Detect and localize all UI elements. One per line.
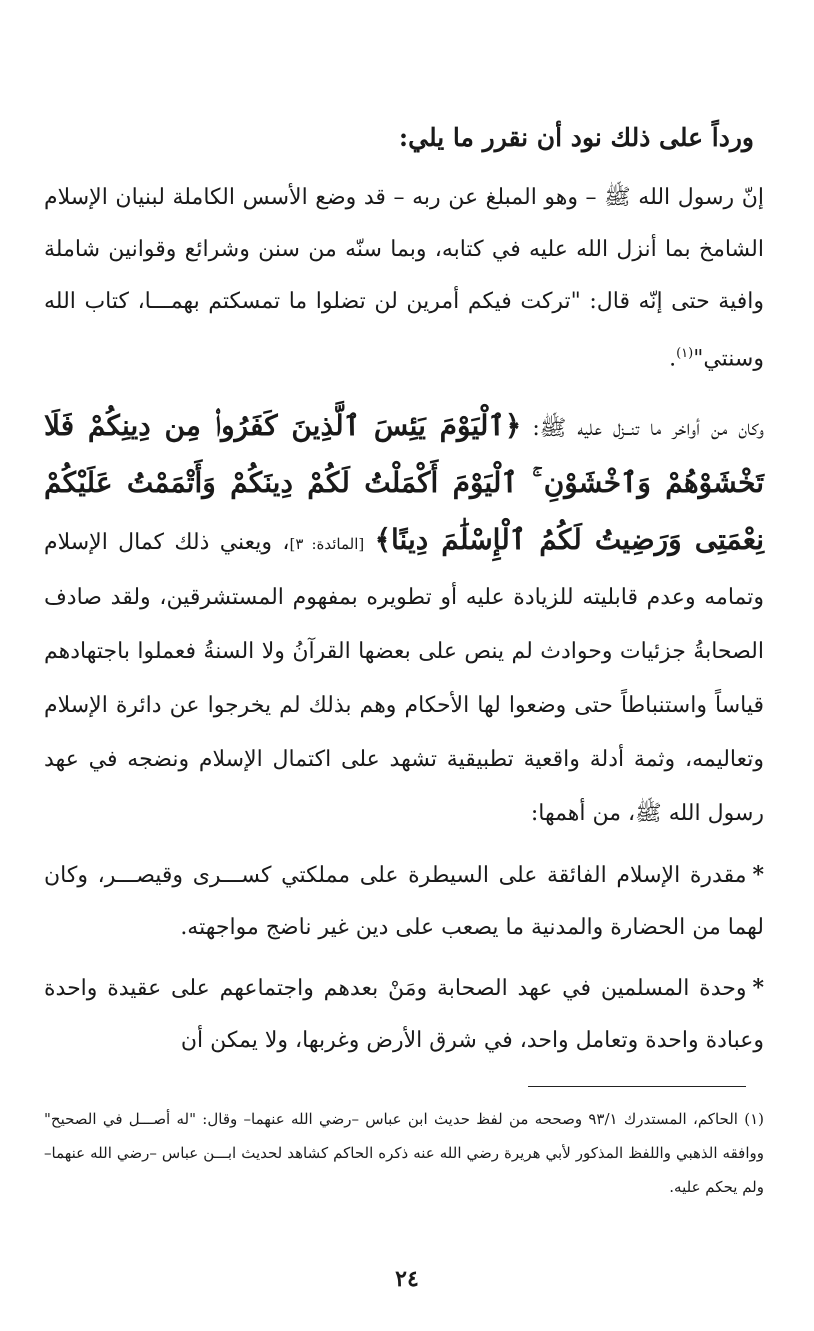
paragraph-1-text: إنّ رسول الله ﷺ – وهو المبلغ عن ربه – قد وضع الأسس الكاملة لبنيان الإسلام الشامخ بما أنزل الله عليه في كتابه، وبما سنّه من سنن وشرائع وقوانين شاملة وافية حتى إنّه قال: "تركت فيكم أمرين لن تضلوا ما تمسكتم بهمـــا، كتاب الله وسنتي" xyxy=(44,185,764,372)
bullet-text: وحدة المسلمين في عهد الصحابة ومَنْ بعدهم واجتماعهم على عقيدة واحدة وعبادة واحدة وتعامل واحد، في شرق الأرض وغربها، ولا يمكن أن xyxy=(44,976,764,1054)
page-body xyxy=(44,118,764,1067)
page-number: ٢٤ xyxy=(395,1266,419,1292)
verse-reference: [المائدة: ٣] xyxy=(289,535,365,554)
footnote-marker[interactable]: (١) xyxy=(676,346,694,361)
paragraph-2 xyxy=(44,399,764,841)
paragraph-2-text: ، ويعني ذلك كمال الإسلام وتمامه وعدم قابليته للزيادة عليه أو تطويره بمفهوم المستشرقين، ولقد صادف الصحابةُ جزئيات وحوادث لم ينص على بعضها القرآنُ ولا السنةُ فعملوا باجتهادهم قياساً واستنباطاً حتى وضعوا لها الأحكام وهم بذلك لم يخرجوا عن دائرة الإسلام وتعاليمه، وثمة أدلة واقعية تطبيقية تشهد على اكتمال الإسلام ونضجه في عهد رسول الله ﷺ، من أهمها: xyxy=(44,530,764,827)
section-heading: ورداً على ذلك نود أن نقرر ما يلي: xyxy=(398,123,754,152)
quran-verse: ﴿ٱلْيَوْمَ يَئِسَ ٱلَّذِينَ كَفَرُوا۟ مِن دِينِكُمْ فَلَا تَخْشَوْهُمْ وَٱخْشَوْنِ ۚ ٱلْيَوْمَ أَكْمَلْتُ لَكُمْ دِينَكُمْ وَأَتْمَمْتُ عَلَيْكُمْ نِعْمَتِى وَرَضِيتُ لَكُمُ ٱلْإِسْلَٰمَ دِينًا﴾ xyxy=(44,409,765,557)
footnote-divider xyxy=(528,1086,746,1087)
paragraph-1 xyxy=(44,172,764,385)
bullet-star: * xyxy=(752,975,764,1002)
paragraph-1-end: . xyxy=(669,346,677,372)
bullet-text: مقدرة الإسلام الفائقة على السيطرة على مملكتي كســـرى وقيصـــر، وكان لهما من الحضارة والمدنية ما يصعب على دين غير ناضج مواجهته. xyxy=(44,863,764,941)
footnote: (١) الحاكم، المستدرك ٩٣/١ وصححه من لفظ حديث ابن عباس –رضي الله عنهما– وقال: "له أصـــل في الصحيح" ووافقه الذهبي واللفظ المذكور لأبي هريرة رضي الله عنه ذكره الحاكم كشاهد لحديث ابـــن عباس –رضي الله عنهما– ولم يحكم عليه. xyxy=(44,1110,764,1196)
bullet-item xyxy=(44,849,764,954)
bullet-star: * xyxy=(752,862,764,889)
paragraph-2-intro: وكان من أواخر ما تنــزل عليه ﷺ: xyxy=(532,416,765,442)
bullet-item xyxy=(44,962,764,1067)
